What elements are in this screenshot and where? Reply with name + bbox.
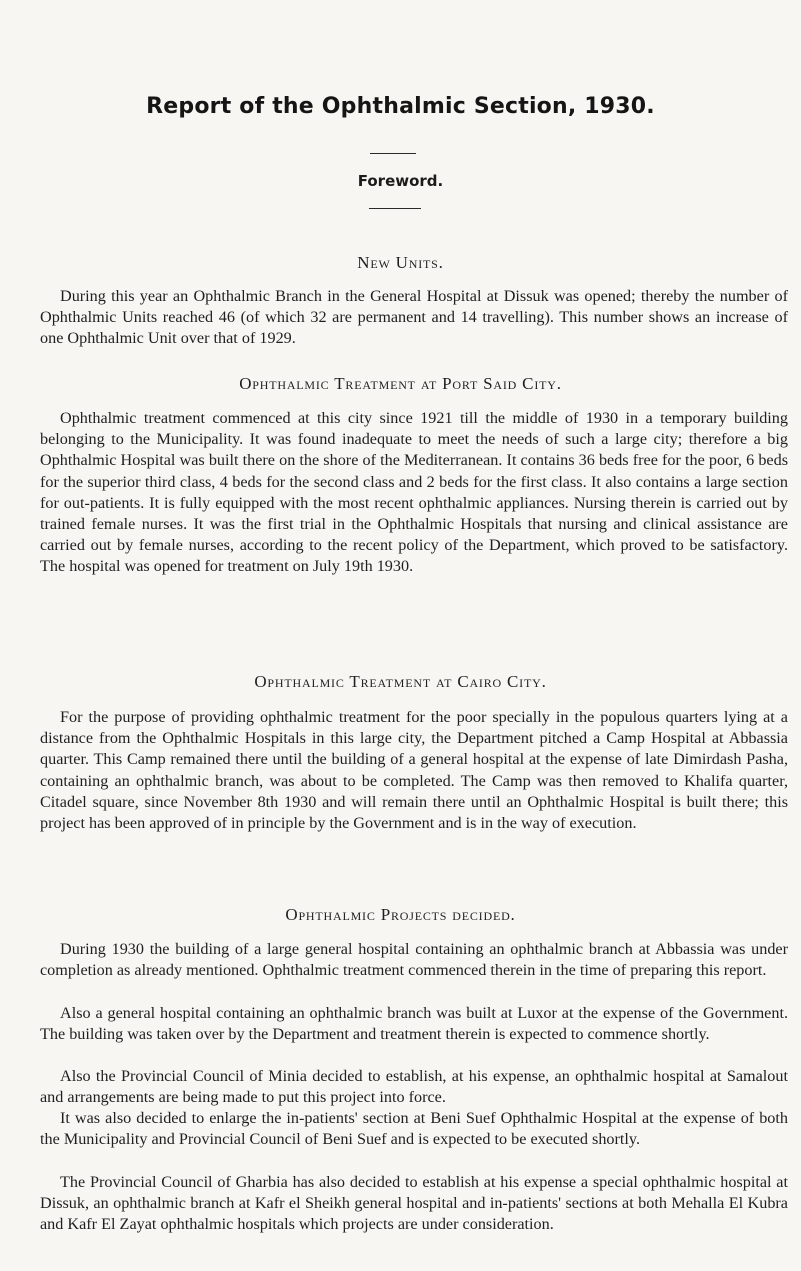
paragraph-projects-luxor: Also a general hospital containing an ophthalmic branch was built at Luxor at the expense of the Government. The building was taken over by the Department and treatment therein is expected to commence shortly.: [40, 1004, 788, 1044]
paragraph-new-units: During this year an Ophthalmic Branch in the General Hospital at Dissuk was opened; thereby the number of Ophthalmic Units reached 46 (of which 32 are permanent and 14 travelling). This number shows an increase of one Ophthalmic Unit over that of 1929.: [40, 287, 788, 348]
foreword-heading: Foreword.: [357, 172, 444, 190]
title-divider: [370, 153, 416, 154]
report-title: Report of the Ophthalmic Section, 1930.: [146, 94, 655, 119]
paragraph-projects-beni-suef: It was also decided to enlarge the in-patients' section at Beni Suef Ophthalmic Hospital at the expense of both the Municipality and Provincial Council of Beni Suef and is expected to be executed shortly.: [40, 1109, 788, 1149]
section-heading-port-said: Ophthalmic Treatment at Port Said City.: [239, 374, 562, 393]
paragraph-port-said: Ophthalmic treatment commenced at this city since 1921 till the middle of 1930 in a temporary building belonging to the Municipality. It was found inadequate to meet the needs of such a large city; therefore a big Ophthalmic Hospital was built there on the shore of the Mediterranean. It contains 36 beds free for the poor, 6 beds for the superior third class, 4 beds for the second class and 2 beds for the first class. It also contains a large section for out-patients. It is fully equipped with the most recent ophthalmic appliances. Nursing therein is carried out by trained female nurses. It was the first trial in the Ophthalmic Hospitals that nursing and clinical assistance are carried out by female nurses, according to the recent policy of the Department, which proved to be satisfactory. The hospital was opened for treatment on July 19th 1930.: [40, 409, 788, 576]
section-heading-cairo: Ophthalmic Treatment at Cairo City.: [254, 672, 547, 691]
paragraph-projects-gharbia: The Provincial Council of Gharbia has also decided to establish at his expense a special ophthalmic hospital at Dissuk, an ophthalmic branch at Kafr el Sheikh general hospital and in-patients' sections at both Mehalla El Kubra and Kafr El Zayat ophthalmic hospitals which projects are under consideration.: [40, 1173, 788, 1234]
paragraph-projects-minia: Also the Provincial Council of Minia decided to establish, at his expense, an ophthalmic hospital at Samalout and arrangements are being made to put this project into force.: [40, 1067, 788, 1107]
section-heading-new-units: New Units.: [357, 253, 444, 272]
foreword-divider: [369, 208, 421, 209]
paragraph-projects-abbassia: During 1930 the building of a large general hospital containing an ophthalmic branch at Abbassia was under completion as already mentioned. Ophthalmic treatment commenced therein in the time of preparing this report.: [40, 940, 788, 980]
section-heading-projects: Ophthalmic Projects decided.: [285, 905, 516, 924]
paragraph-cairo: For the purpose of providing ophthalmic treatment for the poor specially in the populous quarters lying at a distance from the Ophthalmic Hospitals in this large city, the Department pitched a Camp Hospital at Abbassia quarter. This Camp remained there until the building of a general hospital at the expense of late Dimirdash Pasha, containing an ophthalmic branch, was about to be completed. The Camp was then removed to Khalifa quarter, Citadel square, since November 8th 1930 and will remain there until an Ophthalmic Hospital is built there; this project has been approved of in principle by the Government and is in the way of execution.: [40, 708, 788, 833]
